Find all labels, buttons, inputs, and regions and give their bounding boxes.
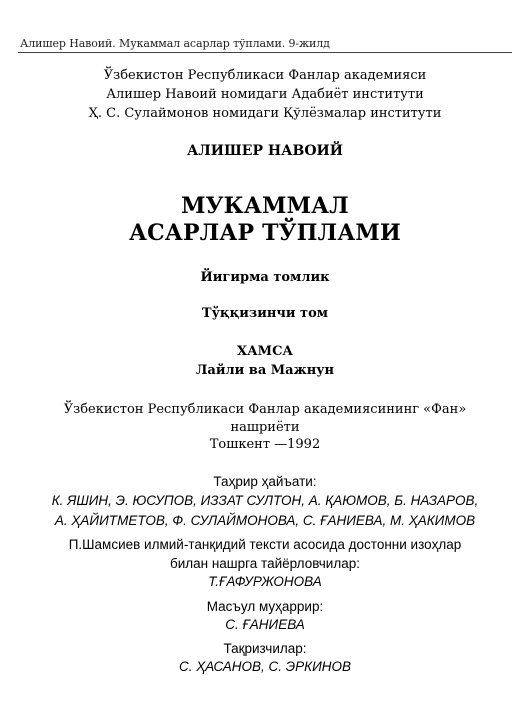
institution-line-3: Ҳ. С. Сулаймонов номидаги Қўлёзмалар институти (88, 106, 442, 121)
work-part: Лайли ва Мажнун (195, 363, 335, 378)
preparers-line-1: П.Шамсиев илмий-танқидий тексти асосида достонни изоҳлар (68, 537, 462, 552)
publisher-place-year: Тошкент —1992 (209, 437, 321, 452)
publisher-line-2: нашриёти (230, 420, 300, 435)
institution-line-2: Алишер Навоий номидаги Адабиёт институти (106, 87, 424, 102)
reviewers-label: Тақризчилар: (223, 641, 307, 656)
volumes-count: Йигирма томлик (200, 270, 330, 285)
title-line-2: АСАРЛАР ТЎПЛАМИ (129, 220, 401, 246)
preparer-name: Т.ҒАФУРЖОНОВА (208, 574, 322, 589)
preparers-line-2: билан нашрга тайёрловчилар: (169, 556, 360, 571)
reviewers-names: С. ҲАСАНОВ, С. ЭРКИНОВ (178, 659, 352, 674)
author-name: АЛИШЕР НАВОИЙ (187, 143, 343, 159)
chief-editor-name: С. ҒАНИЕВА (225, 617, 305, 632)
editorial-board-line-1: К. ЯШИН, Э. ЮСУПОВ, ИЗЗАТ СУЛТОН, А. ҚАЮМОВ, Б. НАЗАРОВ, (51, 493, 479, 508)
publisher-line-1: Ўзбекистон Республикаси Фанлар академиясининг «Фан» (63, 402, 467, 417)
title-line-1: МУКАММАЛ (181, 193, 349, 219)
volume-number: Тўққизинчи том (201, 306, 329, 321)
institution-line-1: Ўзбекистон Республикаси Фанлар академияси (103, 68, 427, 83)
header-rule (18, 52, 512, 53)
chief-editor-label: Масъул муҳаррир: (206, 599, 324, 614)
editorial-board-label: Таҳрир ҳайъати: (213, 474, 317, 489)
editorial-board-line-2: А. ҲАЙИТМЕТОВ, Ф. СУЛАЙМОНОВА, С. ҒАНИЕВА, М. ҲАКИМОВ (54, 513, 476, 528)
work-title: ХАМСА (237, 344, 293, 359)
running-header: Алишер Навоий. Мукаммал асарлар тўплами. 9-жилд (20, 37, 330, 50)
